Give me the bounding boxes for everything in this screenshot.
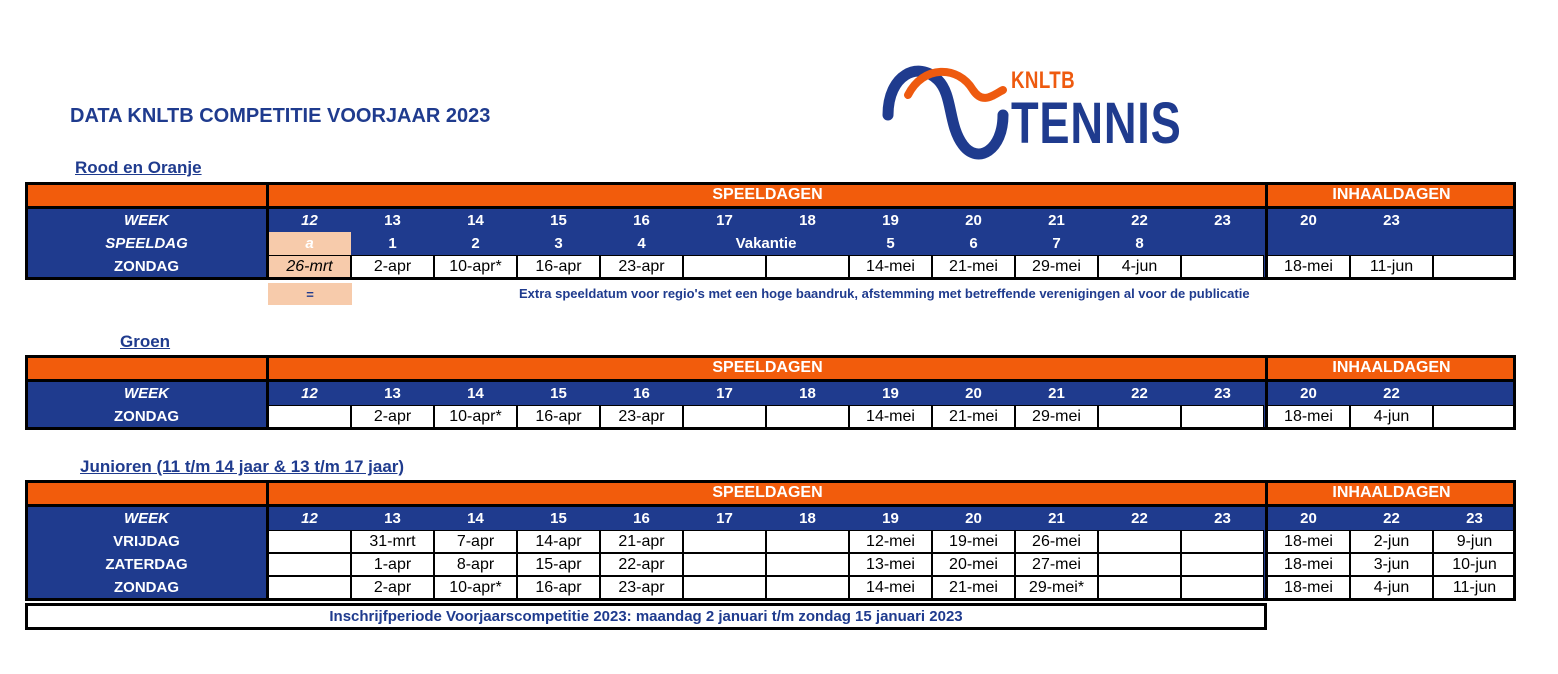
week-number: 20 <box>965 212 982 229</box>
logo-tennis-text: TENNIS <box>1011 91 1182 156</box>
inhaal-date-cell <box>1433 255 1516 278</box>
inhaal-date-cell: 4-jun <box>1350 576 1433 599</box>
inhaal-week-number: 22 <box>1383 510 1400 527</box>
header-divider <box>25 379 1516 382</box>
inhaal-date-cell: 18-mei <box>1267 255 1350 278</box>
inhaal-week-number: 23 <box>1383 212 1400 229</box>
header-label-blank <box>25 355 268 380</box>
inhaal-date-cell: 11-jun <box>1350 255 1433 278</box>
header-inhaaldagen: INHAALDAGEN <box>1267 182 1516 207</box>
week-number: 12 <box>301 385 318 402</box>
week-number: 13 <box>384 385 401 402</box>
inhaal-date-cell: 18-mei <box>1267 553 1350 576</box>
week-number: 23 <box>1214 510 1231 527</box>
inhaal-week-number: 20 <box>1300 510 1317 527</box>
inhaal-date-cell: 10-jun <box>1433 553 1516 576</box>
speeldag-cell: 5 <box>886 235 895 252</box>
date-cell: 21-mei <box>932 576 1015 599</box>
inhaal-date-cell: 2-jun <box>1350 530 1433 553</box>
header-speeldagen: SPEELDAGEN <box>268 355 1267 380</box>
row-label-zondag: ZONDAG <box>114 258 179 275</box>
table-divider <box>1265 480 1268 601</box>
section-title-groen: Groen <box>120 332 171 351</box>
date-cell <box>683 553 766 576</box>
date-cell: 29-mei* <box>1015 576 1098 599</box>
inhaal-week-number: 23 <box>1466 510 1483 527</box>
inhaal-date-cell: 18-mei <box>1267 405 1350 428</box>
week-number: 19 <box>882 510 899 527</box>
week-number: 15 <box>550 510 567 527</box>
table-divider <box>266 355 269 430</box>
week-number: 17 <box>716 510 733 527</box>
inhaal-week-number: 20 <box>1300 385 1317 402</box>
date-cell <box>1098 405 1181 428</box>
page-title: DATA KNLTB COMPETITIE VOORJAAR 2023 <box>70 105 491 127</box>
inhaal-date-cell <box>1433 405 1516 428</box>
week-number: 17 <box>716 385 733 402</box>
inhaal-week-number <box>1433 382 1516 405</box>
header-divider <box>25 504 1516 507</box>
row-label-week: WEEK <box>124 385 169 402</box>
date-cell: 21-apr <box>600 530 683 553</box>
week-number: 18 <box>799 212 816 229</box>
table-divider <box>266 480 269 601</box>
speeldag-cell <box>1181 232 1264 255</box>
date-cell <box>683 405 766 428</box>
date-cell: 26-mei <box>1015 530 1098 553</box>
header-speeldagen: SPEELDAGEN <box>268 182 1267 207</box>
date-cell <box>683 255 766 278</box>
date-cell <box>1098 530 1181 553</box>
inschrijf-note: Inschrijfperiode Voorjaarscompetitie 2023: maandag 2 januari t/m zondag 15 januari 2023 <box>25 603 1267 630</box>
section-title-junioren: Junioren (11 t/m 14 jaar & 13 t/m 17 jaar) <box>80 457 405 476</box>
row-label-speeldag: SPEELDAG <box>105 235 188 252</box>
date-cell <box>766 553 849 576</box>
week-number: 22 <box>1131 385 1148 402</box>
date-cell: 23-apr <box>600 405 683 428</box>
date-cell: 20-mei <box>932 553 1015 576</box>
week-number: 14 <box>467 385 484 402</box>
date-cell <box>766 405 849 428</box>
inhaal-week-number <box>1433 209 1516 232</box>
week-number: 21 <box>1048 212 1065 229</box>
legend-symbol: = <box>268 283 352 305</box>
date-cell: 16-apr <box>517 405 600 428</box>
inhaal-date-cell: 9-jun <box>1433 530 1516 553</box>
header-inhaaldagen: INHAALDAGEN <box>1267 480 1516 505</box>
date-cell: 13-mei <box>849 553 932 576</box>
date-cell <box>766 255 849 278</box>
table-divider <box>1265 355 1268 430</box>
date-cell <box>1098 553 1181 576</box>
speeldag-cell: 7 <box>1052 235 1061 252</box>
date-cell <box>268 405 351 428</box>
date-cell: 27-mei <box>1015 553 1098 576</box>
row-label-zaterdag: ZATERDAG <box>105 556 188 573</box>
week-number: 18 <box>799 510 816 527</box>
date-cell: 26-mrt <box>268 255 351 278</box>
date-cell <box>1181 576 1264 599</box>
week-number: 22 <box>1131 510 1148 527</box>
date-cell: 31-mrt <box>351 530 434 553</box>
week-number: 21 <box>1048 385 1065 402</box>
date-cell: 14-mei <box>849 576 932 599</box>
date-cell: 2-apr <box>351 576 434 599</box>
date-cell: 21-mei <box>932 405 1015 428</box>
date-cell: 8-apr <box>434 553 517 576</box>
week-number: 14 <box>467 212 484 229</box>
date-cell <box>1181 255 1264 278</box>
speeldag-cell: 6 <box>969 235 978 252</box>
week-number: 23 <box>1214 212 1231 229</box>
date-cell <box>1181 405 1264 428</box>
date-cell: 10-apr* <box>434 255 517 278</box>
week-number: 20 <box>965 510 982 527</box>
date-cell: 22-apr <box>600 553 683 576</box>
week-number: 15 <box>550 385 567 402</box>
date-cell <box>268 576 351 599</box>
inhaal-date-cell: 3-jun <box>1350 553 1433 576</box>
section-title-rood-oranje: Rood en Oranje <box>75 158 202 177</box>
week-number: 17 <box>716 212 733 229</box>
speeldag-cell: 1 <box>388 235 397 252</box>
legend-text: Extra speeldatum voor regio's met een hoge baandruk, afstemming met betreffende verenigingen al voor de publicatie <box>519 286 1250 301</box>
date-cell: 2-apr <box>351 405 434 428</box>
date-cell: 14-apr <box>517 530 600 553</box>
date-cell <box>268 530 351 553</box>
date-cell <box>1098 576 1181 599</box>
date-cell <box>268 553 351 576</box>
date-cell: 1-apr <box>351 553 434 576</box>
row-label-week: WEEK <box>124 510 169 527</box>
inhaal-week-number: 20 <box>1300 212 1317 229</box>
row-label-vrijdag: VRIJDAG <box>113 533 180 550</box>
date-cell: 29-mei <box>1015 405 1098 428</box>
week-number: 16 <box>633 212 650 229</box>
date-cell: 23-apr <box>600 576 683 599</box>
speeldag-cell: 2 <box>471 235 480 252</box>
header-speeldagen: SPEELDAGEN <box>268 480 1267 505</box>
inhaal-date-cell: 18-mei <box>1267 576 1350 599</box>
week-number: 14 <box>467 510 484 527</box>
speeldag-cell: 3 <box>554 235 563 252</box>
week-number: 20 <box>965 385 982 402</box>
date-cell: 4-jun <box>1098 255 1181 278</box>
week-number: 15 <box>550 212 567 229</box>
speeldag-cell: a <box>268 232 351 255</box>
week-number: 19 <box>882 212 899 229</box>
week-number: 12 <box>301 510 318 527</box>
week-number: 19 <box>882 385 899 402</box>
date-cell: 23-apr <box>600 255 683 278</box>
week-number: 16 <box>633 385 650 402</box>
inhaal-week-number: 22 <box>1383 385 1400 402</box>
week-number: 13 <box>384 510 401 527</box>
week-number: 21 <box>1048 510 1065 527</box>
table-divider <box>266 182 269 280</box>
logo-swoosh-icon <box>878 55 1018 170</box>
speeldag-cell: 4 <box>637 235 646 252</box>
date-cell: 19-mei <box>932 530 1015 553</box>
date-cell: 16-apr <box>517 255 600 278</box>
header-label-blank <box>25 182 268 207</box>
knltb-tennis-logo <box>878 55 1188 170</box>
header-label-blank <box>25 480 268 505</box>
date-cell <box>766 530 849 553</box>
date-cell: 10-apr* <box>434 576 517 599</box>
week-number: 22 <box>1131 212 1148 229</box>
date-cell: 14-mei <box>849 255 932 278</box>
logo-knltb-text: KNLTB <box>1011 67 1075 94</box>
date-cell: 16-apr <box>517 576 600 599</box>
row-label-week: WEEK <box>124 212 169 229</box>
date-cell: 10-apr* <box>434 405 517 428</box>
week-number: 23 <box>1214 385 1231 402</box>
inhaal-date-cell: 11-jun <box>1433 576 1516 599</box>
week-number: 18 <box>799 385 816 402</box>
week-number: 16 <box>633 510 650 527</box>
date-cell: 14-mei <box>849 405 932 428</box>
date-cell: 12-mei <box>849 530 932 553</box>
speeldag-cell: 8 <box>1135 235 1144 252</box>
row-label-zondag: ZONDAG <box>114 408 179 425</box>
date-cell <box>1181 530 1264 553</box>
date-cell <box>683 530 766 553</box>
date-cell: 21-mei <box>932 255 1015 278</box>
header-divider <box>25 206 1516 209</box>
date-cell <box>766 576 849 599</box>
row-label-zondag: ZONDAG <box>114 579 179 596</box>
inhaal-date-cell: 4-jun <box>1350 405 1433 428</box>
date-cell: 29-mei <box>1015 255 1098 278</box>
table-divider <box>1265 182 1268 280</box>
header-inhaaldagen: INHAALDAGEN <box>1267 355 1516 380</box>
week-number: 12 <box>301 212 318 229</box>
speeldag-cell: Vakantie <box>735 235 797 252</box>
week-number: 13 <box>384 212 401 229</box>
inhaal-date-cell: 18-mei <box>1267 530 1350 553</box>
date-cell: 7-apr <box>434 530 517 553</box>
date-cell <box>683 576 766 599</box>
date-cell <box>1181 553 1264 576</box>
date-cell: 15-apr <box>517 553 600 576</box>
date-cell: 2-apr <box>351 255 434 278</box>
